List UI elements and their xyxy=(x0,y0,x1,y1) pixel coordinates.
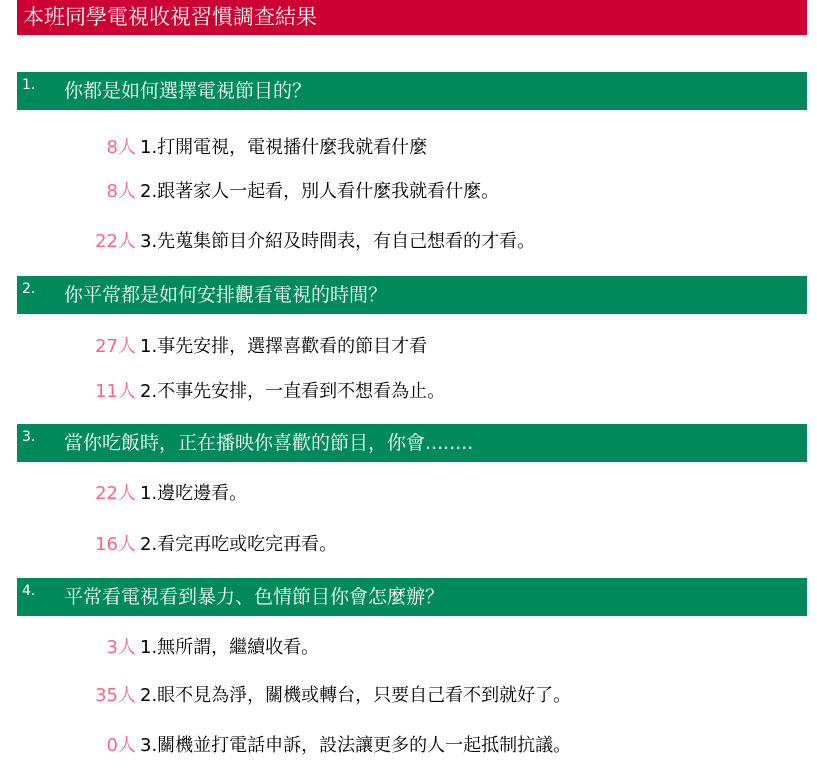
answer-text: 1.無所謂，繼續收看。 xyxy=(140,637,320,658)
answer-row xyxy=(0,174,817,210)
question-text: 你平常都是如何安排觀看電視的時間？ xyxy=(64,284,388,306)
question-number: 3. xyxy=(22,429,36,445)
answer-row xyxy=(0,476,817,512)
answer-count: 27人 xyxy=(95,336,136,357)
answer-text: 1.打開電視，電視播什麼我就看什麼 xyxy=(140,137,428,158)
question-2-header xyxy=(17,276,807,314)
answer-count: 22人 xyxy=(95,231,136,252)
answer-row xyxy=(0,678,817,714)
question-text: 當你吃飯時，正在播映你喜歡的節目，你會........ xyxy=(64,432,474,454)
question-3-header xyxy=(17,424,807,462)
answer-text: 1.邊吃邊看。 xyxy=(140,483,248,504)
answer-count: 8人 xyxy=(106,137,136,158)
question-1-header xyxy=(17,72,807,110)
answer-text: 2.不事先安排，一直看到不想看為止。 xyxy=(140,381,446,402)
answer-count: 11人 xyxy=(95,381,136,402)
answer-row xyxy=(0,374,817,410)
answer-row xyxy=(0,527,817,563)
answer-text: 3.先蒐集節目介紹及時間表，有自己想看的才看。 xyxy=(140,231,536,252)
answer-row xyxy=(0,728,817,764)
question-4-header xyxy=(17,578,807,616)
answer-count: 22人 xyxy=(95,483,136,504)
answer-row xyxy=(0,329,817,365)
question-number: 1. xyxy=(22,77,36,93)
answer-text: 3.關機並打電話申訴，設法讓更多的人一起抵制抗議。 xyxy=(140,735,572,756)
answer-row xyxy=(0,630,817,666)
answer-text: 2.眼不見為淨，關機或轉台，只要自己看不到就好了。 xyxy=(140,685,572,706)
answer-row xyxy=(0,224,817,260)
answer-row xyxy=(0,130,817,166)
answer-count: 0人 xyxy=(106,735,136,756)
answer-count: 8人 xyxy=(106,181,136,202)
answer-text: 2.看完再吃或吃完再看。 xyxy=(140,534,338,555)
question-text: 平常看電視看到暴力、色情節目你會怎麼辦？ xyxy=(64,586,445,608)
answer-count: 3人 xyxy=(106,637,136,658)
question-number: 4. xyxy=(22,583,36,599)
answer-text: 1.事先安排，選擇喜歡看的節目才看 xyxy=(140,336,428,357)
question-number: 2. xyxy=(22,281,36,297)
question-text: 你都是如何選擇電視節目的？ xyxy=(64,80,312,102)
answer-text: 2.跟著家人一起看，別人看什麼我就看什麼。 xyxy=(140,181,500,202)
answer-count: 35人 xyxy=(95,685,136,706)
answer-count: 16人 xyxy=(95,534,136,555)
page-title: 本班同學電視收視習慣調查結果 xyxy=(17,0,807,35)
